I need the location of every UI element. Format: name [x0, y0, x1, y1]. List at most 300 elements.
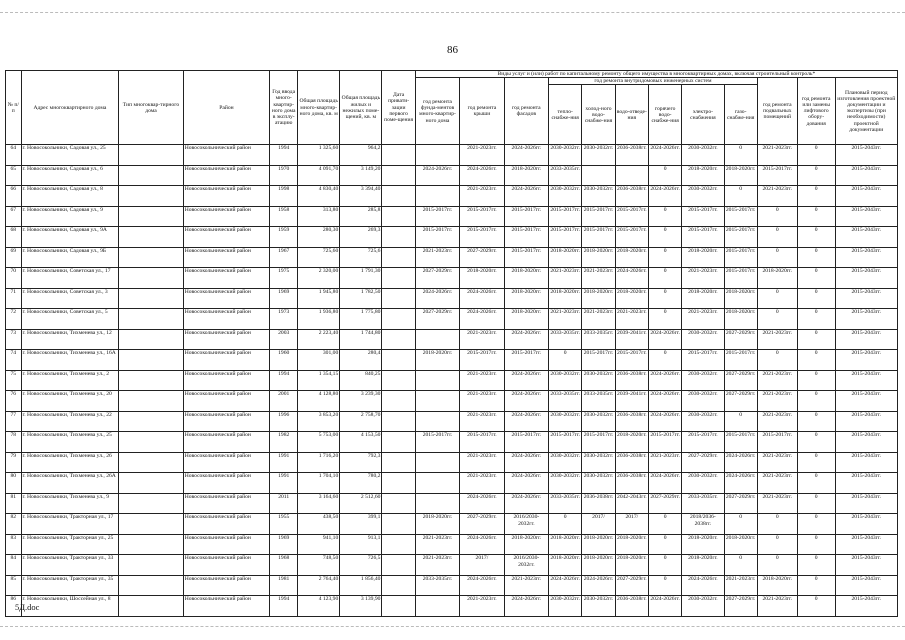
- total-area-cell: 301,00: [298, 350, 340, 371]
- gas-cell: 2027-2029гг.: [724, 329, 757, 350]
- row-number: 65: [6, 165, 22, 186]
- total-area-cell: 1 945,80: [298, 288, 340, 309]
- basement-cell: 2018-2020гг.: [757, 575, 797, 596]
- gas-cell: 2015-2017гг.: [724, 247, 757, 268]
- basement-cell: 2021-2023гг.: [757, 596, 797, 617]
- roof-cell: 2021-2023гг.: [460, 596, 504, 617]
- facade-cell: 2024-2026гг.: [504, 473, 548, 494]
- living-area-cell: 1 782,50: [340, 288, 382, 309]
- facade-cell: 2024-2026гг.: [504, 370, 548, 391]
- house-type-cell: [119, 309, 183, 330]
- address-cell: г. Новосокольники, Советская ул., 3: [21, 288, 119, 309]
- facade-cell: 2024-2026гг.: [504, 452, 548, 473]
- gas-cell: 2015-2017гг.: [724, 268, 757, 289]
- district-cell: Новосокольнический район: [183, 186, 270, 207]
- foundation-cell: [415, 452, 459, 473]
- drainage-cell: 2018-2020гг.: [615, 288, 648, 309]
- capital-repair-table: [5, 70, 898, 617]
- total-area-cell: 1 704,10: [298, 473, 340, 494]
- cold-water-cell: 2015-2017гг.: [582, 432, 615, 453]
- year-built-cell: 1991: [270, 473, 298, 494]
- address-cell: г. Новосокольники, Садовая ул., 6: [21, 165, 119, 186]
- total-area-cell: 725,60: [298, 247, 340, 268]
- lift-cell: 0: [797, 575, 835, 596]
- house-type-cell: [119, 555, 183, 576]
- table-row: [6, 534, 898, 555]
- heating-cell: 2018-2020гг.: [549, 247, 582, 268]
- row-number: 74: [6, 350, 22, 371]
- row-number: 71: [6, 288, 22, 309]
- heating-cell: 2018-2020гг.: [549, 288, 582, 309]
- cold-water-cell: 2018-2020гг.: [582, 534, 615, 555]
- lift-cell: 0: [797, 555, 835, 576]
- cold-water-cell: 2030-2032гг.: [582, 452, 615, 473]
- electricity-cell: 2030-2032гг.: [682, 596, 724, 617]
- heating-cell: 2033-2035гг.: [549, 391, 582, 412]
- lift-cell: 0: [797, 206, 835, 227]
- living-area-cell: 1 744,80: [340, 329, 382, 350]
- table-row: [6, 575, 898, 596]
- roof-cell: 2021-2023гг.: [460, 391, 504, 412]
- year-built-cell: 2011: [270, 493, 298, 514]
- lift-cell: 0: [797, 165, 835, 186]
- planned-period-cell: 2015-2043гг.: [835, 186, 897, 207]
- foundation-cell: 2033-2035гг.: [415, 575, 459, 596]
- basement-cell: 2021-2023гг.: [757, 145, 797, 166]
- foundation-cell: 2018-2020гг.: [415, 350, 459, 371]
- year-built-cell: 1959: [270, 227, 298, 248]
- house-type-cell: [119, 247, 183, 268]
- lift-cell: 0: [797, 473, 835, 494]
- year-built-cell: 1969: [270, 534, 298, 555]
- total-area-cell: 313,80: [298, 206, 340, 227]
- district-cell: Новосокольнический район: [183, 329, 270, 350]
- address-cell: г. Новосокольники, Тракторная ул., 33: [21, 555, 119, 576]
- row-number: 86: [6, 596, 22, 617]
- living-area-cell: 2 758,70: [340, 411, 382, 432]
- privatization-date-cell: [382, 247, 415, 268]
- roof-cell: 2024-2026гг.: [460, 288, 504, 309]
- roof-cell: 2024-2026гг.: [460, 165, 504, 186]
- header-year-built: Год ввода много-квартир-ного дома в эксплу-атацию: [270, 71, 298, 145]
- roof-cell: 2015-2017гг.: [460, 227, 504, 248]
- electricity-cell: 2030-2032гг.: [682, 391, 724, 412]
- foundation-cell: 2021-2023гг.: [415, 247, 459, 268]
- roof-cell: 2017/: [460, 555, 504, 576]
- district-cell: Новосокольнический район: [183, 514, 270, 535]
- cold-water-cell: 2021-2023гг.: [582, 309, 615, 330]
- privatization-date-cell: [382, 329, 415, 350]
- total-area-cell: 2 764,40: [298, 575, 340, 596]
- living-area-cell: 3 139,90: [340, 596, 382, 617]
- scan-edge-top: [0, 12, 905, 14]
- total-area-cell: 1 325,60: [298, 145, 340, 166]
- drainage-cell: 2027-2029гг.: [615, 575, 648, 596]
- heating-cell: 2018-2020гг.: [549, 534, 582, 555]
- foundation-cell: 2021-2023гг.: [415, 534, 459, 555]
- basement-cell: 0: [757, 247, 797, 268]
- electricity-cell: 2015-2017гг.: [682, 432, 724, 453]
- district-cell: Новосокольнический район: [183, 493, 270, 514]
- electricity-cell: 2030-2032гг.: [682, 186, 724, 207]
- drainage-cell: 2036-2038гг.: [615, 145, 648, 166]
- address-cell: г. Новосокольники, Тихменева ул., 16А: [21, 350, 119, 371]
- year-built-cell: 1994: [270, 370, 298, 391]
- total-area-cell: 4 128,80: [298, 391, 340, 412]
- lift-cell: 0: [797, 227, 835, 248]
- cold-water-cell: 2030-2032гг.: [582, 370, 615, 391]
- header-foundation: год ремонта фунда-ментов много-квартир-ного дома: [415, 78, 459, 145]
- hot-water-cell: 2024-2026гг.: [648, 596, 681, 617]
- house-type-cell: [119, 350, 183, 371]
- house-type-cell: [119, 227, 183, 248]
- roof-cell: 2015-2017гг.: [460, 206, 504, 227]
- house-type-cell: [119, 391, 183, 412]
- hot-water-cell: 0: [648, 350, 681, 371]
- year-built-cell: 1958: [270, 206, 298, 227]
- living-area-cell: 913,1: [340, 534, 382, 555]
- district-cell: Новосокольнический район: [183, 350, 270, 371]
- hot-water-cell: 0: [648, 165, 681, 186]
- header-n: № п/п: [6, 71, 22, 145]
- heating-cell: 2015-2017гг.: [549, 227, 582, 248]
- heating-cell: 2030-2032гг.: [549, 452, 582, 473]
- roof-cell: 2021-2023гг.: [460, 145, 504, 166]
- row-number: 76: [6, 391, 22, 412]
- drainage-cell: 2018-2020гг.: [615, 432, 648, 453]
- row-number: 70: [6, 268, 22, 289]
- foundation-cell: 2015-2017гг.: [415, 432, 459, 453]
- planned-period-cell: 2015-2043гг.: [835, 452, 897, 473]
- gas-cell: 2018-2020гг.: [724, 165, 757, 186]
- basement-cell: 2015-2017гг.: [757, 165, 797, 186]
- address-cell: г. Новосокольники, Тракторная ул., 35: [21, 575, 119, 596]
- gas-cell: 2027-2029гг.: [724, 493, 757, 514]
- row-number: 80: [6, 473, 22, 494]
- drainage-cell: 2015-2017гг.: [615, 350, 648, 371]
- table-row: [6, 288, 898, 309]
- roof-cell: 2027-2029гг.: [460, 247, 504, 268]
- house-type-cell: [119, 596, 183, 617]
- row-number: 75: [6, 370, 22, 391]
- table-row: [6, 247, 898, 268]
- privatization-date-cell: [382, 186, 415, 207]
- roof-cell: 2024-2026гг.: [460, 309, 504, 330]
- district-cell: Новосокольнический район: [183, 534, 270, 555]
- total-area-cell: 941,10: [298, 534, 340, 555]
- planned-period-cell: 2015-2043гг.: [835, 145, 897, 166]
- heating-cell: 2015-2017гг.: [549, 206, 582, 227]
- planned-period-cell: 2015-2043гг.: [835, 555, 897, 576]
- district-cell: Новосокольнический район: [183, 555, 270, 576]
- cold-water-cell: 2018-2020гг.: [582, 555, 615, 576]
- hot-water-cell: 0: [648, 268, 681, 289]
- gas-cell: 2015-2017гг.: [724, 227, 757, 248]
- house-type-cell: [119, 514, 183, 535]
- basement-cell: 2021-2023гг.: [757, 493, 797, 514]
- house-type-cell: [119, 432, 183, 453]
- row-number: 77: [6, 411, 22, 432]
- year-built-cell: 1991: [270, 452, 298, 473]
- privatization-date-cell: [382, 227, 415, 248]
- page-number: 86: [447, 44, 458, 56]
- facade-cell: 2016/2030-2032гг.: [504, 555, 548, 576]
- roof-cell: 2018-2020гг.: [460, 268, 504, 289]
- basement-cell: 0: [757, 206, 797, 227]
- table-row: [6, 186, 898, 207]
- living-area-cell: 725,6: [340, 247, 382, 268]
- gas-cell: 2018-2020гг.: [724, 288, 757, 309]
- electricity-cell: 2018-2020гг.: [682, 555, 724, 576]
- foundation-cell: [415, 391, 459, 412]
- district-cell: Новосокольнический район: [183, 206, 270, 227]
- address-cell: г. Новосокольники, Тракторная ул., 25: [21, 534, 119, 555]
- gas-cell: 2018-2020гг.: [724, 534, 757, 555]
- privatization-date-cell: [382, 165, 415, 186]
- living-area-cell: 1 775,80: [340, 309, 382, 330]
- total-area-cell: 3 853,20: [298, 411, 340, 432]
- address-cell: г. Новосокольники, Тихменева ул., 12: [21, 329, 119, 350]
- table-row: [6, 493, 898, 514]
- header-planned-period: Плановый период изготовления проектной документации и экспертизы (при необходимости) проектной документации: [835, 78, 897, 145]
- living-area-cell: 1 791,30: [340, 268, 382, 289]
- facade-cell: 2015-2017гг.: [504, 350, 548, 371]
- header-electricity: электро-снабжения: [682, 85, 724, 145]
- facade-cell: 2015-2017гг.: [504, 247, 548, 268]
- drainage-cell: 2015-2017гг.: [615, 227, 648, 248]
- header-living-area: Общая площадь жилых и нежилых поме-щений, кв. м: [340, 71, 382, 145]
- heating-cell: 2021-2023гг.: [549, 309, 582, 330]
- drainage-cell: 2036-2038гг.: [615, 411, 648, 432]
- planned-period-cell: 2015-2043гг.: [835, 329, 897, 350]
- heating-cell: 2030-2032гг.: [549, 370, 582, 391]
- planned-period-cell: 2015-2043гг.: [835, 473, 897, 494]
- cold-water-cell: 2024-2026гг.: [582, 575, 615, 596]
- gas-cell: 0: [724, 186, 757, 207]
- cold-water-cell: 2018-2020гг.: [582, 288, 615, 309]
- heating-cell: 2015-2017гг.: [549, 432, 582, 453]
- drainage-cell: 2036-2038гг.: [615, 186, 648, 207]
- table-row: [6, 432, 898, 453]
- address-cell: г. Новосокольники, Тракторная ул., 17: [21, 514, 119, 535]
- hot-water-cell: 2024-2026гг.: [648, 329, 681, 350]
- total-area-cell: 748,50: [298, 555, 340, 576]
- row-number: 67: [6, 206, 22, 227]
- basement-cell: 2015-2017гг.: [757, 432, 797, 453]
- header-group-title: Виды услуг и (или) работ по капитальному ремонту общего имущества в многоквартирных домах, включая строительный контроль*: [415, 71, 897, 78]
- hot-water-cell: 2024-2026гг.: [648, 370, 681, 391]
- electricity-cell: 2027-2029гг.: [682, 452, 724, 473]
- hot-water-cell: 0: [648, 206, 681, 227]
- table-row: [6, 391, 898, 412]
- address-cell: г. Новосокольники, Тихменева ул., 26: [21, 452, 119, 473]
- table-row: [6, 473, 898, 494]
- basement-cell: 2021-2023гг.: [757, 329, 797, 350]
- privatization-date-cell: [382, 555, 415, 576]
- drainage-cell: 2036-2038гг.: [615, 596, 648, 617]
- electricity-cell: 2021-2023гг.: [682, 309, 724, 330]
- electricity-cell: 2018-2020гг.: [682, 534, 724, 555]
- living-area-cell: 780,2: [340, 473, 382, 494]
- planned-period-cell: 2015-2043гг.: [835, 268, 897, 289]
- planned-period-cell: 2015-2043гг.: [835, 514, 897, 535]
- total-area-cell: 1 354,15: [298, 370, 340, 391]
- drainage-cell: 2039-2041гг.: [615, 329, 648, 350]
- gas-cell: 2027-2029гг.: [724, 391, 757, 412]
- total-area-cell: 4 091,70: [298, 165, 340, 186]
- address-cell: г. Новосокольники, Садовая ул., 9: [21, 206, 119, 227]
- row-number: 85: [6, 575, 22, 596]
- lift-cell: 0: [797, 493, 835, 514]
- lift-cell: 0: [797, 268, 835, 289]
- cold-water-cell: 2015-2017гг.: [582, 206, 615, 227]
- total-area-cell: 4 830,40: [298, 186, 340, 207]
- cold-water-cell: 2015-2017гг.: [582, 227, 615, 248]
- table-row: [6, 411, 898, 432]
- privatization-date-cell: [382, 432, 415, 453]
- privatization-date-cell: [382, 370, 415, 391]
- heating-cell: 2030-2032гг.: [549, 473, 582, 494]
- heating-cell: 2030-2032гг.: [549, 596, 582, 617]
- address-cell: г. Новосокольники, Тихменева ул., 25: [21, 432, 119, 453]
- hot-water-cell: 2024-2026гг.: [648, 145, 681, 166]
- footer-filename: 5Д.doc: [15, 602, 40, 612]
- living-area-cell: 3 394,40: [340, 186, 382, 207]
- district-cell: Новосокольнический район: [183, 268, 270, 289]
- electricity-cell: 2018-2020гг.: [682, 247, 724, 268]
- lift-cell: 0: [797, 288, 835, 309]
- header-drainage: водо-отведе-ния: [615, 85, 648, 145]
- district-cell: Новосокольнический район: [183, 288, 270, 309]
- gas-cell: 2015-2017гг.: [724, 350, 757, 371]
- planned-period-cell: 2015-2043гг.: [835, 227, 897, 248]
- living-area-cell: 3 149,20: [340, 165, 382, 186]
- facade-cell: 2018-2020гг.: [504, 268, 548, 289]
- row-number: 73: [6, 329, 22, 350]
- header-total-area: Общая площадь много-квартир-ного дома, кв. м: [298, 71, 340, 145]
- house-type-cell: [119, 206, 183, 227]
- roof-cell: 2021-2023гг.: [460, 186, 504, 207]
- row-number: 66: [6, 186, 22, 207]
- privatization-date-cell: [382, 268, 415, 289]
- gas-cell: 2024-2026гг.: [724, 473, 757, 494]
- hot-water-cell: 2024-2026гг.: [648, 186, 681, 207]
- lift-cell: 0: [797, 596, 835, 617]
- drainage-cell: 2015-2017гг.: [615, 206, 648, 227]
- year-built-cell: 1969: [270, 288, 298, 309]
- lift-cell: 0: [797, 370, 835, 391]
- gas-cell: 0: [724, 555, 757, 576]
- house-type-cell: [119, 534, 183, 555]
- house-type-cell: [119, 165, 183, 186]
- cold-water-cell: [582, 165, 615, 186]
- heating-cell: 0: [549, 350, 582, 371]
- hot-water-cell: 0: [648, 555, 681, 576]
- foundation-cell: 2024-2026гг.: [415, 288, 459, 309]
- electricity-cell: 2018-2020гг.: [682, 288, 724, 309]
- district-cell: Новосокольнический район: [183, 452, 270, 473]
- district-cell: Новосокольнический район: [183, 575, 270, 596]
- table-row: [6, 227, 898, 248]
- table-row: [6, 370, 898, 391]
- header-lift: год ремонта или замены лифтового обору-дования: [797, 78, 835, 145]
- foundation-cell: 2015-2017гг.: [415, 227, 459, 248]
- basement-cell: 0: [757, 350, 797, 371]
- planned-period-cell: 2015-2043гг.: [835, 596, 897, 617]
- header-district: Район: [183, 71, 270, 145]
- district-cell: Новосокольнический район: [183, 309, 270, 330]
- hot-water-cell: 2021-2023гг.: [648, 452, 681, 473]
- planned-period-cell: 2015-2043гг.: [835, 432, 897, 453]
- address-cell: г. Новосокольники, Советская ул., 17: [21, 268, 119, 289]
- living-area-cell: 269,3: [340, 227, 382, 248]
- address-cell: г. Новосокольники, Садовая ул., 25: [21, 145, 119, 166]
- row-number: 82: [6, 514, 22, 535]
- facade-cell: 2015-2017гг.: [504, 206, 548, 227]
- table-row: [6, 452, 898, 473]
- lift-cell: 0: [797, 432, 835, 453]
- planned-period-cell: 2015-2043гг.: [835, 165, 897, 186]
- table-row: [6, 309, 898, 330]
- facade-cell: 2024-2026гг.: [504, 391, 548, 412]
- roof-cell: 2024-2026гг.: [460, 534, 504, 555]
- roof-cell: 2021-2023гг.: [460, 452, 504, 473]
- district-cell: Новосокольнический район: [183, 370, 270, 391]
- heating-cell: 2030-2032гг.: [549, 145, 582, 166]
- cold-water-cell: 2021-2023гг.: [582, 268, 615, 289]
- table-row: [6, 596, 898, 617]
- facade-cell: 2018-2020гг.: [504, 534, 548, 555]
- district-cell: Новосокольнический район: [183, 432, 270, 453]
- living-area-cell: 840,25: [340, 370, 382, 391]
- facade-cell: 2016/2030-2032гг.: [504, 514, 548, 535]
- roof-cell: 2024-2026гг.: [460, 575, 504, 596]
- table-row: [6, 268, 898, 289]
- foundation-cell: [415, 411, 459, 432]
- roof-cell: 2015-2017гг.: [460, 350, 504, 371]
- privatization-date-cell: [382, 514, 415, 535]
- header-address: Адрес многоквартирного дома: [21, 71, 119, 145]
- drainage-cell: 2024-2026гг.: [615, 268, 648, 289]
- table-row: [6, 514, 898, 535]
- living-area-cell: 399,1: [340, 514, 382, 535]
- planned-period-cell: 2015-2043гг.: [835, 493, 897, 514]
- district-cell: Новосокольнический район: [183, 227, 270, 248]
- basement-cell: 0: [757, 555, 797, 576]
- foundation-cell: 2024-2026гг.: [415, 165, 459, 186]
- basement-cell: 0: [757, 514, 797, 535]
- year-built-cell: 1973: [270, 309, 298, 330]
- header-hot-water: горячего водо-снабже-ния: [648, 85, 681, 145]
- basement-cell: 2021-2023гг.: [757, 186, 797, 207]
- address-cell: г. Новосокольники, Садовая ул., 8: [21, 186, 119, 207]
- basement-cell: 0: [757, 309, 797, 330]
- district-cell: Новосокольнический район: [183, 391, 270, 412]
- roof-cell: 2021-2023гг.: [460, 370, 504, 391]
- row-number: 69: [6, 247, 22, 268]
- total-area-cell: 1 716,20: [298, 452, 340, 473]
- year-built-cell: 1994: [270, 596, 298, 617]
- planned-period-cell: 2015-2043гг.: [835, 206, 897, 227]
- privatization-date-cell: [382, 534, 415, 555]
- roof-cell: 2021-2023гг.: [460, 473, 504, 494]
- table-row: [6, 145, 898, 166]
- gas-cell: 0: [724, 514, 757, 535]
- gas-cell: 2015-2017гг.: [724, 432, 757, 453]
- facade-cell: 2024-2026гг.: [504, 493, 548, 514]
- total-area-cell: 3 164,60: [298, 493, 340, 514]
- foundation-cell: [415, 329, 459, 350]
